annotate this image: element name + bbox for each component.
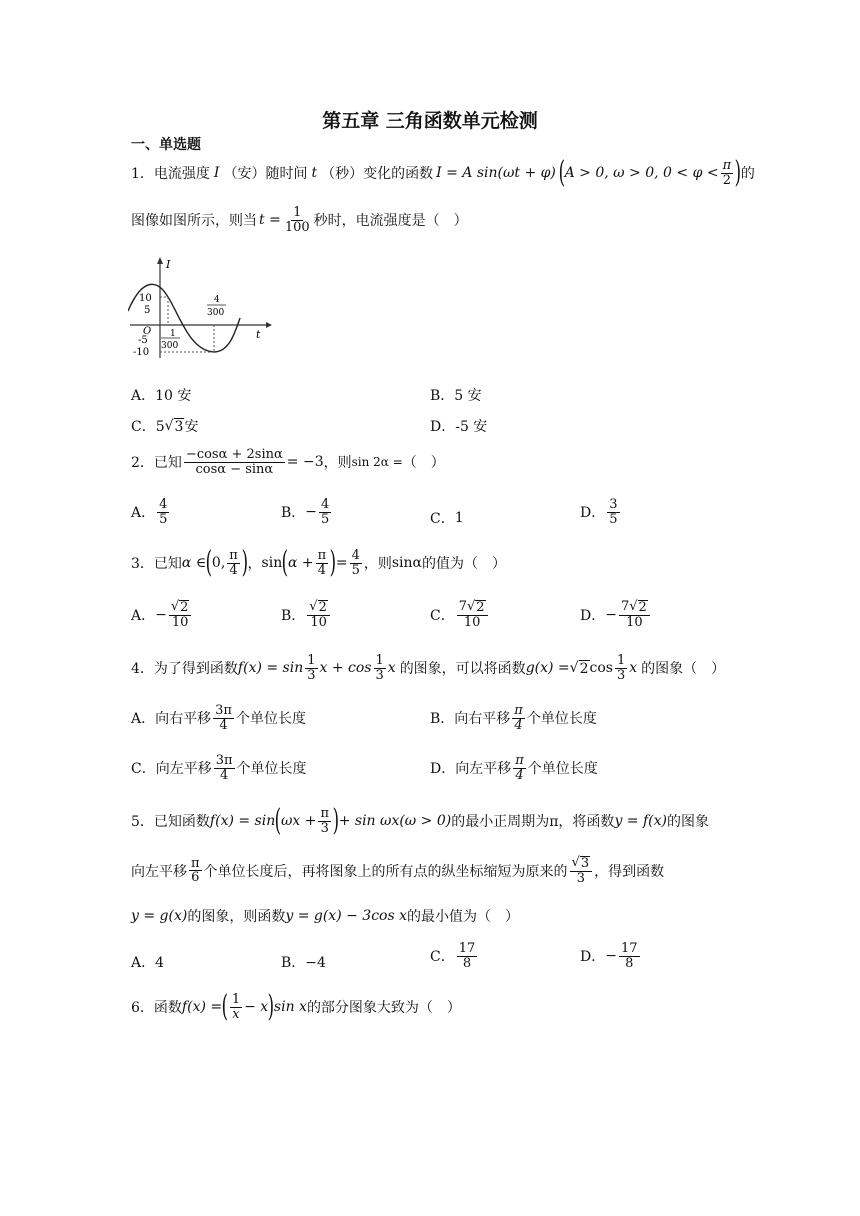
question-5-line-2: 向左平移 $\frac{\pi}{6}$ 个单位长度后，再将图象上的所有点的纵坐标缩短为原来的 √ 3 3 ，得到函数 xyxy=(131,855,665,886)
q3-option-c[interactable]: C． 7√ 2 10 xyxy=(430,600,490,629)
current-time-graph xyxy=(128,256,273,361)
q4-option-c[interactable]: C．向左平移 $\frac{3\pi}{4}$ 个单位长度 xyxy=(131,753,307,783)
tick-y-neg10: -10 xyxy=(133,347,150,358)
tick-frac2-den: 300 xyxy=(207,308,225,318)
q1-option-b[interactable]: B．5 安 xyxy=(430,388,482,404)
section-heading: 一、单选题 xyxy=(131,137,201,153)
question-1-line-2: 图像如图所示，则当 t = $\frac{1}{100}$ 秒时，电流强度是（ ） xyxy=(131,205,468,235)
tick-frac1-den: 300 xyxy=(161,341,179,351)
question-2: 2．已知 $\frac{-\cos\alpha + 2\sin\alpha}{\cos\alpha - \sin\alpha}$ = −3 ，则 sin 2α = （ ） xyxy=(131,447,445,477)
tick-y-neg5: -5 xyxy=(138,335,148,346)
tick-frac2-num: 4 xyxy=(214,295,220,305)
q5-option-b[interactable]: B．−4 xyxy=(281,955,326,971)
tick-y-10: 10 xyxy=(139,293,152,304)
q2-option-c[interactable]: C． 1 xyxy=(430,510,464,527)
q4-option-d[interactable]: D．向左平移 $\frac{\pi}{4}$ 个单位长度 xyxy=(430,753,598,783)
q3-option-a[interactable]: A． − √ 2 10 xyxy=(131,600,193,629)
i-axis-arrow xyxy=(157,257,163,264)
q2-option-d[interactable]: D． $\frac{3}{5}$ xyxy=(580,497,618,527)
tick-frac1-num: 1 xyxy=(170,329,176,339)
q3-option-b[interactable]: B． √ 2 10 xyxy=(281,600,332,629)
q1-option-c[interactable]: C．5 √ 3 安 xyxy=(131,417,199,435)
q5-option-c[interactable]: C． $\frac{17}{8}$ xyxy=(430,941,476,971)
question-5-line-3: y = g(x) 的图象，则函数 y = g(x) − 3cos x 的最小值为（ ） xyxy=(131,908,519,925)
origin-label: O xyxy=(143,326,152,337)
q4-option-b[interactable]: B．向右平移 $\frac{\pi}{4}$ 个单位长度 xyxy=(430,703,597,733)
question-1-line-1: 1．电流强度 I （安）随时间 t （秒）变化的函数 I = A sin(ωt + φ) ( A > 0, ω > 0, 0 < φ < $\frac{\pi}{2}$ ) 的 xyxy=(131,155,755,190)
page-title: 第五章 三角函数单元检测 xyxy=(322,110,538,132)
tick-y-5: 5 xyxy=(144,305,151,316)
axis-label-t: t xyxy=(256,328,261,341)
q2-option-b[interactable]: B． − $\frac{4}{5}$ xyxy=(281,497,330,527)
q3-option-d[interactable]: D． − 7√ 2 10 xyxy=(580,600,652,629)
question-4: 4．为了得到函数 f(x) = sin $\frac{1}{3}$ x + cos $\frac{1}{3}$ x 的图象，可以将函数 g(x) = √ 2 cos $\frac{1}{3}$ x 的图象（ ） xyxy=(131,653,726,683)
q5-option-a[interactable]: A．4 xyxy=(131,955,165,971)
t-axis-arrow xyxy=(266,322,272,328)
q5-option-d[interactable]: D． − $\frac{17}{8}$ xyxy=(580,941,638,971)
question-5-line-1: 5．已知函数 f(x) = sin ( ωx + $\frac{\pi}{3}$ ) + sin ωx (ω > 0) 的最小正周期为π，将函数 y = f(x) 的图象 xyxy=(131,803,709,838)
q1-option-d[interactable]: D．-5 安 xyxy=(430,419,488,435)
axis-label-i: I xyxy=(166,258,171,271)
question-6: 6．函数 f(x) = ( $\frac{1}{x}$ − x ) sin x 的部分图象大致为（ ） xyxy=(131,989,461,1024)
q2-option-a[interactable]: A． $\frac{4}{5}$ xyxy=(131,497,168,527)
q1-option-a[interactable]: A．10 安 xyxy=(131,388,192,404)
q4-option-a[interactable]: A．向右平移 $\frac{3\pi}{4}$ 个单位长度 xyxy=(131,703,306,733)
question-3: 3．已知 α ∈ ( 0, $\frac{\pi}{4}$ ) ， sin ( α + $\frac{\pi}{4}$ ) = $\frac{4}{5}$ ，则 sinα 的值为（ ） xyxy=(131,545,507,580)
